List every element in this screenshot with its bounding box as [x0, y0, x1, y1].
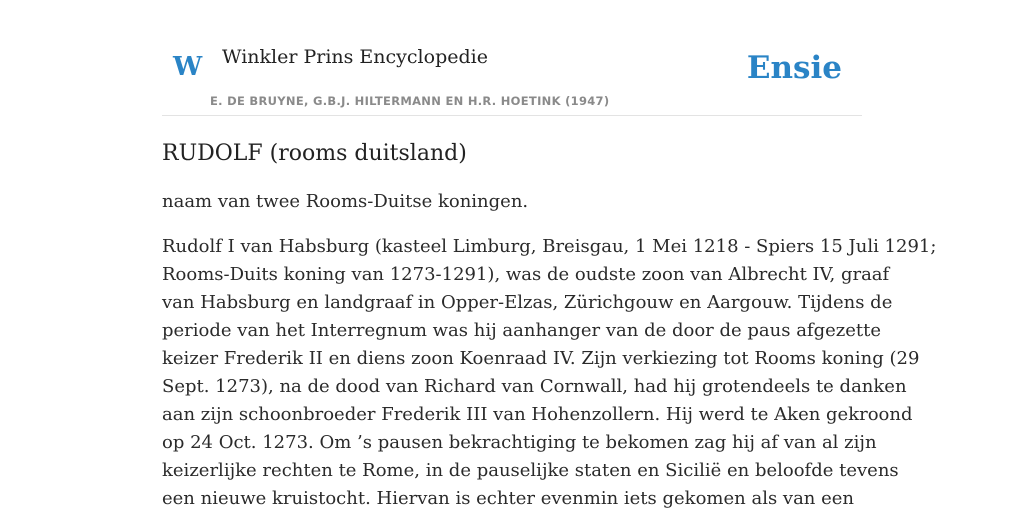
ensie-brand-logo[interactable]: Ensie — [746, 50, 842, 86]
article-title: RUDOLF (rooms duitsland) — [162, 141, 467, 166]
authors-line: E. DE BRUYNE, G.B.J. HILTERMANN EN H.R. HOETINK (1947) — [210, 94, 610, 108]
body-line: een nieuwe kruistocht. Hiervan is echter evenmin iets gekomen als van een — [162, 488, 855, 509]
body-line: aan zijn schoonbroeder Frederik III van Hohenzollern. Hij werd te Aken gekroond — [162, 404, 913, 425]
body-line: Sept. 1273), na de dood van Richard van Cornwall, had hij grotendeels te danken — [162, 376, 907, 397]
article-body — [162, 233, 937, 512]
site-title[interactable]: Winkler Prins Encyclopedie — [222, 46, 488, 68]
body-line: Rudolf I van Habsburg (kasteel Limburg, Breisgau, 1 Mei 1218 - Spiers 15 Juli 1291; — [162, 236, 937, 257]
article-lead: naam van twee Rooms-Duitse koningen. — [162, 191, 529, 212]
site-header — [162, 36, 862, 116]
body-line: op 24 Oct. 1273. Om ’s pausen bekrachtiging te bekomen zag hij af van al zijn — [162, 432, 877, 453]
body-line: periode van het Interregnum was hij aanhanger van de door de paus afgezette — [162, 320, 882, 341]
winkler-prins-logo[interactable]: W — [173, 52, 203, 82]
body-line: keizer Frederik II en diens zoon Koenraad IV. Zijn verkiezing tot Rooms koning (29 — [162, 348, 920, 369]
body-line: keizerlijke rechten te Rome, in de pauselijke staten en Sicilië en beloofde tevens — [162, 460, 899, 481]
body-line: van Habsburg en landgraaf in Opper-Elzas, Zürichgouw en Aargouw. Tijdens de — [162, 292, 893, 313]
article — [162, 138, 937, 512]
body-line: Rooms-Duits koning van 1273-1291), was de oudste zoon van Albrecht IV, graaf — [162, 264, 890, 285]
